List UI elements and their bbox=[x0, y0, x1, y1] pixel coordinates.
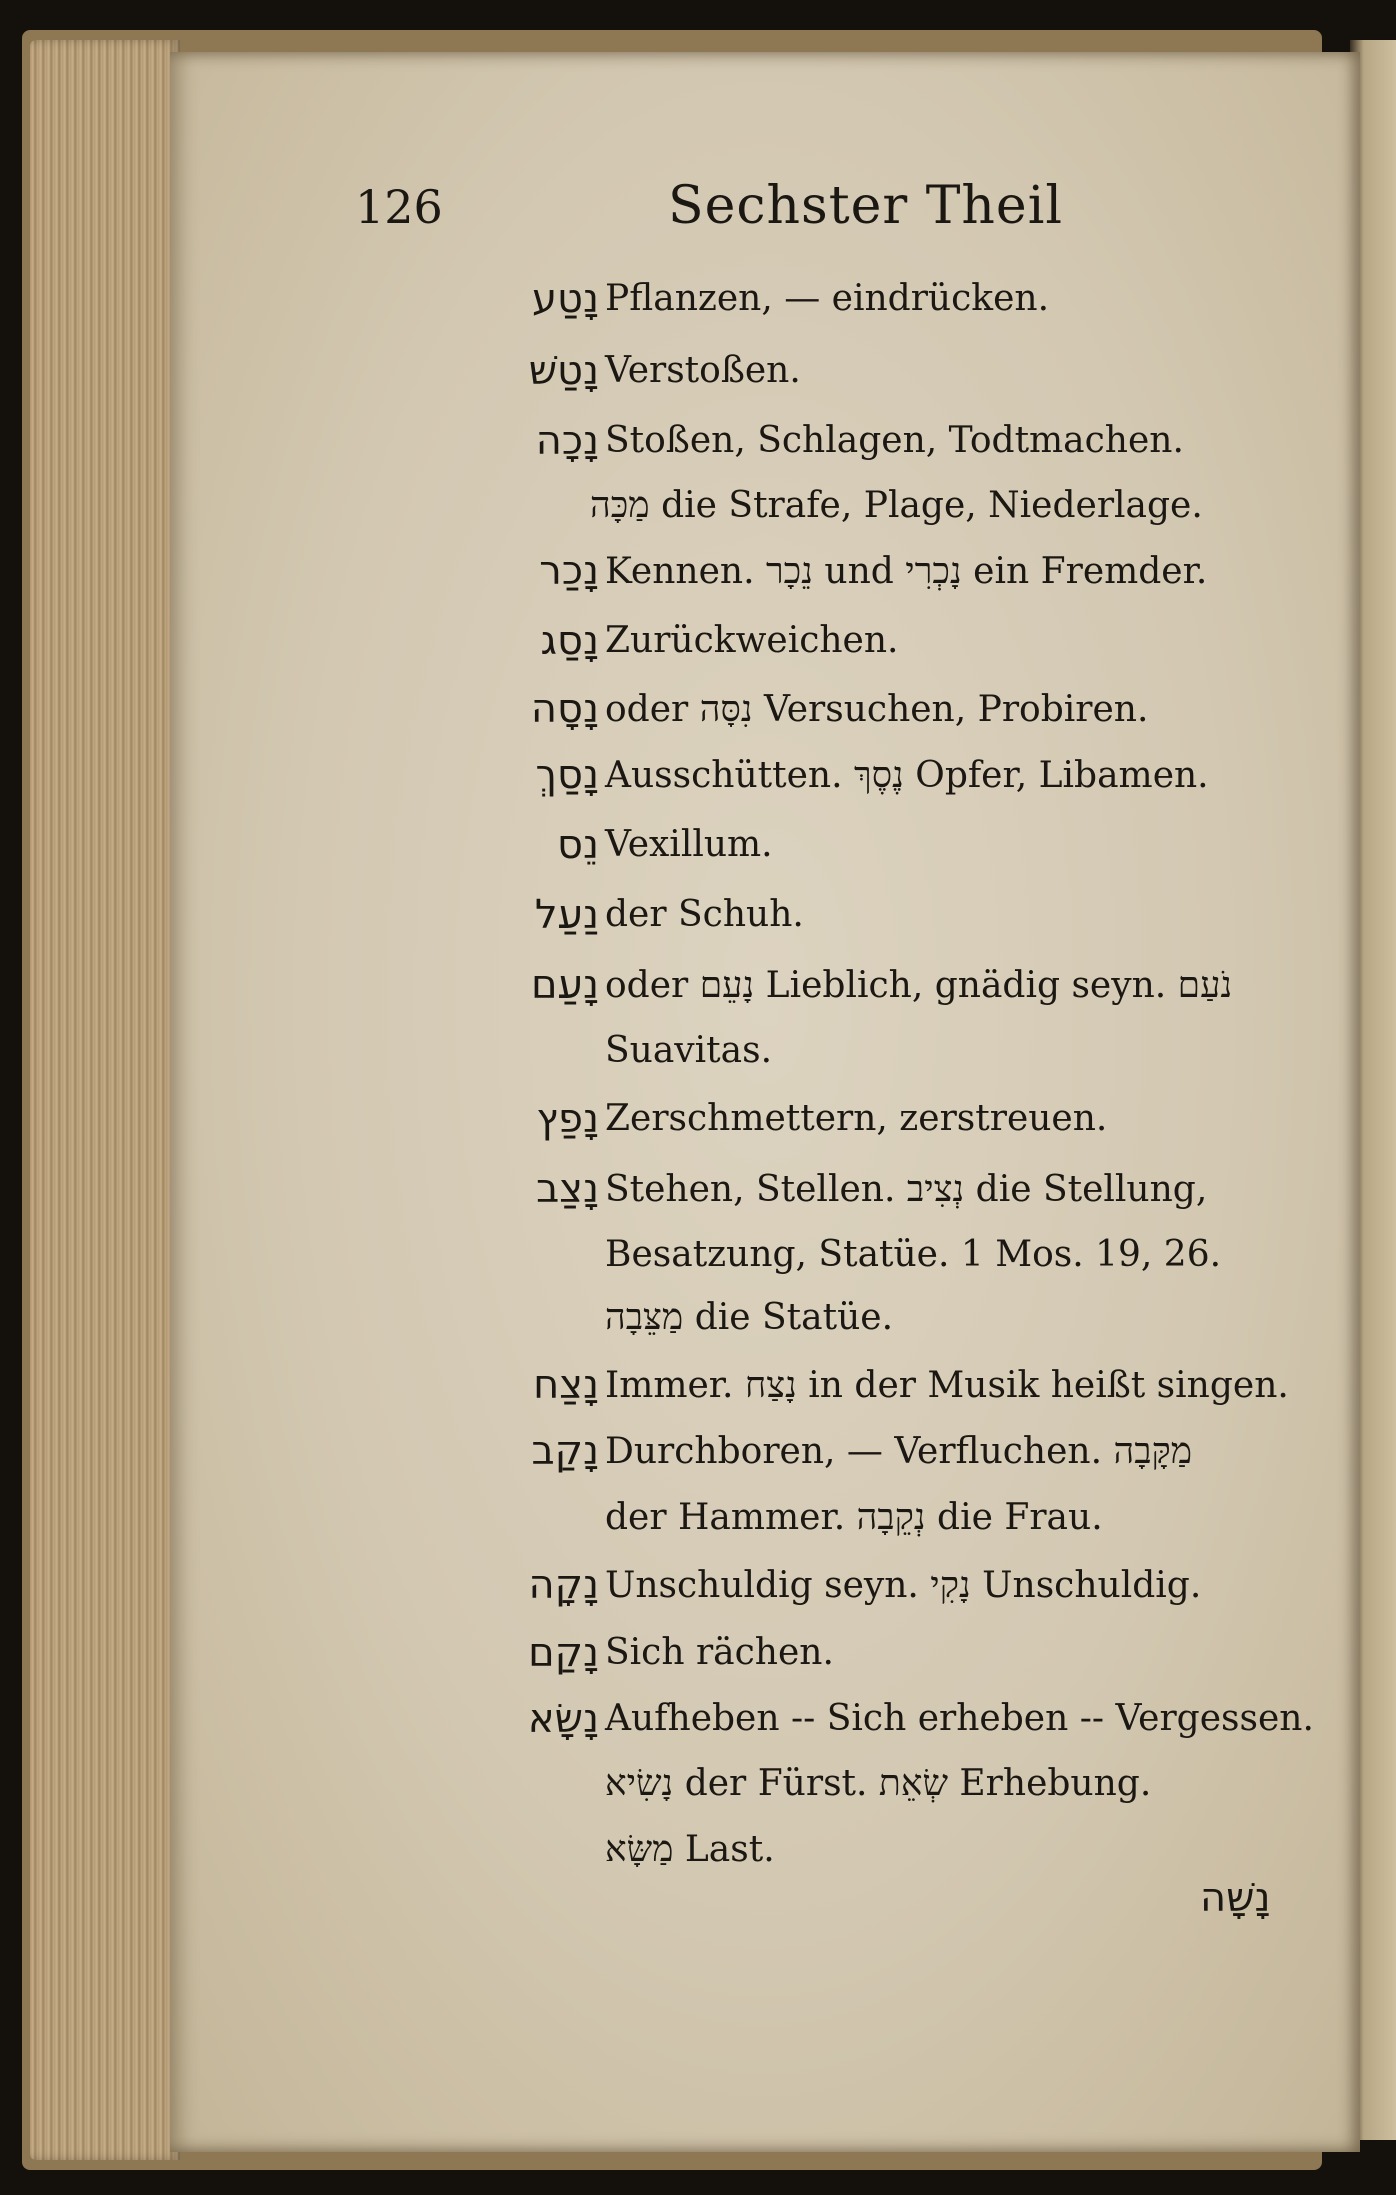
catchword: נָשָׁה bbox=[1200, 1875, 1271, 1921]
entry-text: oder נִסָּה Versuchen, Probiren. bbox=[605, 689, 1149, 730]
entry-text: Verstoßen. bbox=[605, 350, 801, 391]
entry-text: Immer. נָצַח in der Musik heißt singen. bbox=[605, 1365, 1289, 1406]
headword: נָצַב bbox=[536, 1166, 599, 1212]
entry-text: מַצֵּבָה die Statüe. bbox=[605, 1297, 894, 1338]
entry-text: Aufheben -- Sich erheben -- Vergessen. bbox=[605, 1698, 1314, 1739]
headword: נָקַם bbox=[528, 1630, 599, 1676]
entry-text: מַכָּה die Strafe, Plage, Niederlage. bbox=[590, 485, 1203, 526]
entry-text: Durchboren, — Verfluchen. מַקָּבָה bbox=[605, 1431, 1193, 1472]
entry-text: Zerschmettern, zerstreuen. bbox=[605, 1098, 1108, 1139]
page-edges bbox=[30, 40, 180, 2160]
entry-text: נָשִׂיא der Fürst. שְׂאֵת Erhebung. bbox=[605, 1763, 1152, 1804]
headword: נָסַג bbox=[540, 618, 599, 664]
headword: נָסָה bbox=[530, 686, 599, 732]
entry-text: Zurückweichen. bbox=[605, 620, 899, 661]
entry-text: Stoßen, Schlagen, Todtmachen. bbox=[605, 420, 1184, 461]
entry-text: Besatzung, Statüe. 1 Mos. 19, 26. bbox=[605, 1234, 1222, 1275]
headword: נָשָׂא bbox=[527, 1696, 599, 1742]
entry-text: Suavitas. bbox=[605, 1030, 773, 1071]
headword: נָקָה bbox=[528, 1562, 599, 1608]
headword: נָטַשׁ bbox=[528, 348, 599, 394]
headword: נַעַל bbox=[534, 892, 599, 938]
entry-text: der Schuh. bbox=[605, 894, 804, 935]
entry-text: der Hammer. נְקֵבָה die Frau. bbox=[605, 1497, 1103, 1538]
entry-text: Ausschütten. נֶסֶךְ Opfer, Libamen. bbox=[605, 755, 1209, 796]
headword: נָצַח bbox=[533, 1362, 599, 1408]
entry-text: oder נָעֵם Lieblich, gnädig seyn. נֹעַם bbox=[605, 965, 1233, 1006]
page-number: 126 bbox=[355, 180, 443, 234]
headword: נָטַע bbox=[532, 276, 599, 322]
headword: נָעַם bbox=[531, 962, 599, 1008]
running-head: Sechster Theil bbox=[668, 176, 1063, 236]
entry-text: מַשָּׂא Last. bbox=[605, 1829, 775, 1870]
entry-text: Unschuldig seyn. נָקִי Unschuldig. bbox=[605, 1565, 1202, 1606]
entry-text: Stehen, Stellen. נְצִיב die Stellung, bbox=[605, 1169, 1208, 1210]
headword: נָכַר bbox=[539, 548, 599, 594]
entry-text: Vexillum. bbox=[605, 824, 773, 865]
headword: נֵס bbox=[557, 822, 599, 868]
headword: נָכָה bbox=[535, 418, 599, 464]
entry-text: Pflanzen, — eindrücken. bbox=[605, 278, 1050, 319]
headword: נָסַךְ bbox=[535, 752, 599, 798]
headword: נָפַץ bbox=[536, 1096, 599, 1142]
headword: נָקַב bbox=[531, 1428, 599, 1474]
entry-text: Kennen. נֵכָר und נָכְרִי ein Fremder. bbox=[605, 551, 1208, 592]
entry-text: Sich rächen. bbox=[605, 1632, 834, 1673]
